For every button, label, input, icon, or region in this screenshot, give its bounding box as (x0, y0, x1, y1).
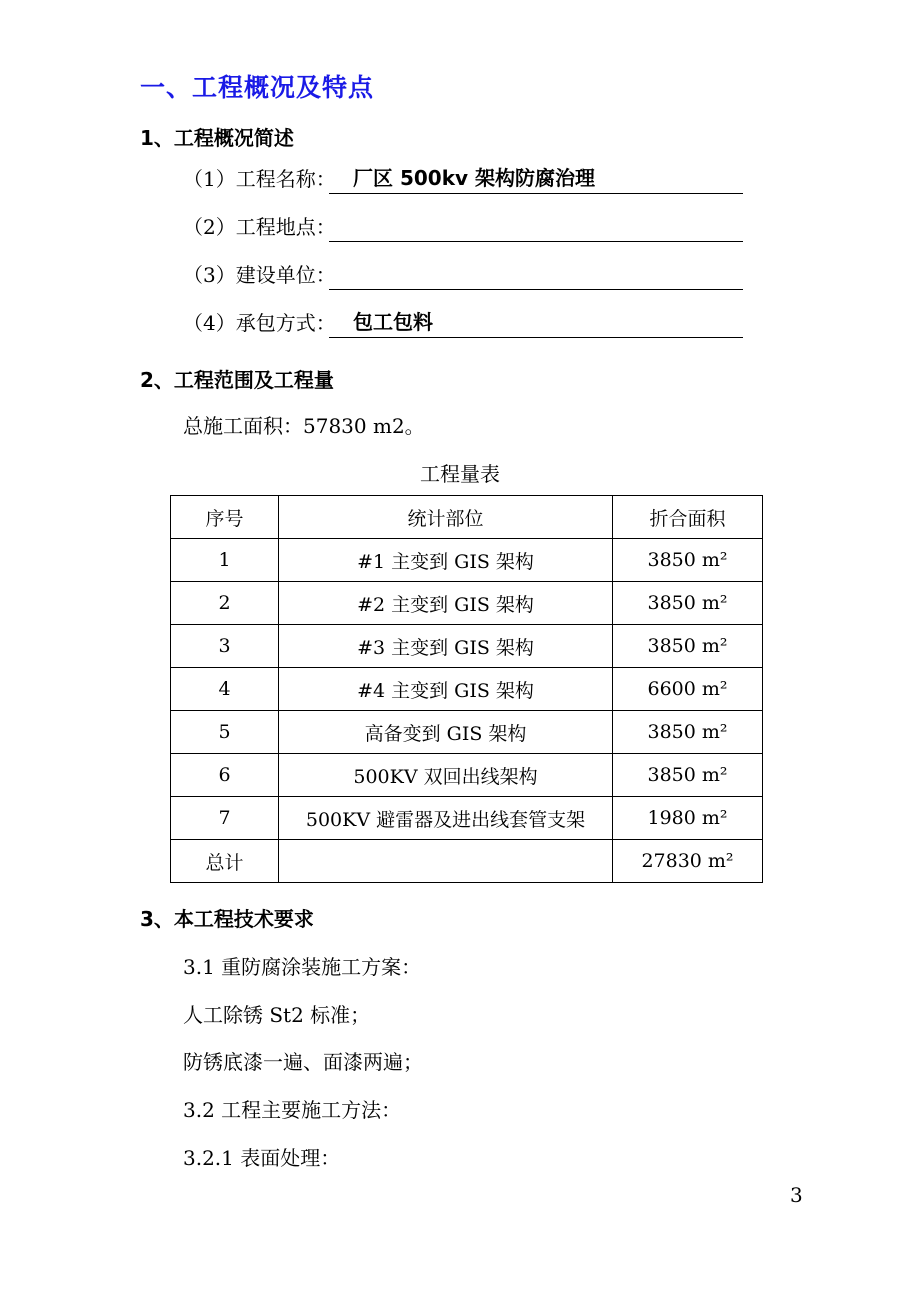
cell-total-label: 总计 (171, 840, 279, 883)
underline (329, 211, 743, 242)
text-line: 3.2.1 表面处理： (183, 1146, 341, 1170)
field-contract-method (183, 308, 743, 338)
field-label: （1）工程名称： (183, 167, 336, 191)
cell-index: 3 (171, 625, 279, 668)
page-number: 3 (790, 1183, 803, 1207)
cell-area: 3850 m² (613, 582, 763, 625)
cell-location: 500KV 避雷器及进出线套管支架 (279, 797, 613, 840)
cell-location: #2 主变到 GIS 架构 (279, 582, 613, 625)
table-row (171, 625, 763, 668)
field-label: （3）建设单位： (183, 263, 336, 287)
table-caption: 工程量表 (420, 462, 500, 486)
table-row (171, 539, 763, 582)
field-label: （2）工程地点： (183, 215, 336, 239)
total-area-text: 总施工面积：57830 m2。 (183, 414, 425, 438)
underline (329, 259, 743, 290)
header-area: 折合面积 (613, 496, 763, 539)
table-row (171, 797, 763, 840)
subsection-title-tech-requirements: 3、本工程技术要求 (140, 907, 314, 931)
cell-location: 500KV 双回出线架构 (279, 754, 613, 797)
cell-location: #3 主变到 GIS 架构 (279, 625, 613, 668)
subsection-title-scope: 2、工程范围及工程量 (140, 368, 334, 392)
text-line: 人工除锈 St2 标准； (183, 1003, 371, 1027)
quantity-table (170, 495, 763, 883)
cell-area: 6600 m² (613, 668, 763, 711)
field-value: 厂区 500kv 架构防腐治理 (353, 166, 596, 190)
cell-index: 6 (171, 754, 279, 797)
text-line: 防锈底漆一遍、面漆两遍； (183, 1050, 423, 1074)
field-value: 包工包料 (353, 310, 433, 334)
subsection-title-overview: 1、工程概况简述 (140, 126, 294, 150)
cell-area: 3850 m² (613, 625, 763, 668)
table-header-row (171, 496, 763, 539)
cell-index: 5 (171, 711, 279, 754)
section-title: 一、工程概况及特点 (140, 73, 375, 102)
cell-index: 4 (171, 668, 279, 711)
cell-area: 3850 m² (613, 754, 763, 797)
cell-index: 2 (171, 582, 279, 625)
cell-location: #1 主变到 GIS 架构 (279, 539, 613, 582)
cell-area: 3850 m² (613, 711, 763, 754)
table-row (171, 711, 763, 754)
table-total-row (171, 840, 763, 883)
underline (329, 307, 743, 338)
cell-location (279, 840, 613, 883)
table-row (171, 668, 763, 711)
field-project-location (183, 212, 743, 242)
field-construction-unit (183, 260, 743, 290)
cell-area: 1980 m² (613, 797, 763, 840)
cell-total-area: 27830 m² (613, 840, 763, 883)
cell-location: 高备变到 GIS 架构 (279, 711, 613, 754)
cell-index: 1 (171, 539, 279, 582)
header-index: 序号 (171, 496, 279, 539)
text-line: 3.1 重防腐涂装施工方案： (183, 955, 422, 979)
field-label: （4）承包方式： (183, 311, 336, 335)
cell-index: 7 (171, 797, 279, 840)
text-line: 3.2 工程主要施工方法： (183, 1098, 402, 1122)
underline (329, 163, 743, 194)
cell-area: 3850 m² (613, 539, 763, 582)
table-row (171, 582, 763, 625)
table-row (171, 754, 763, 797)
header-location: 统计部位 (279, 496, 613, 539)
cell-location: #4 主变到 GIS 架构 (279, 668, 613, 711)
field-project-name (183, 164, 743, 194)
